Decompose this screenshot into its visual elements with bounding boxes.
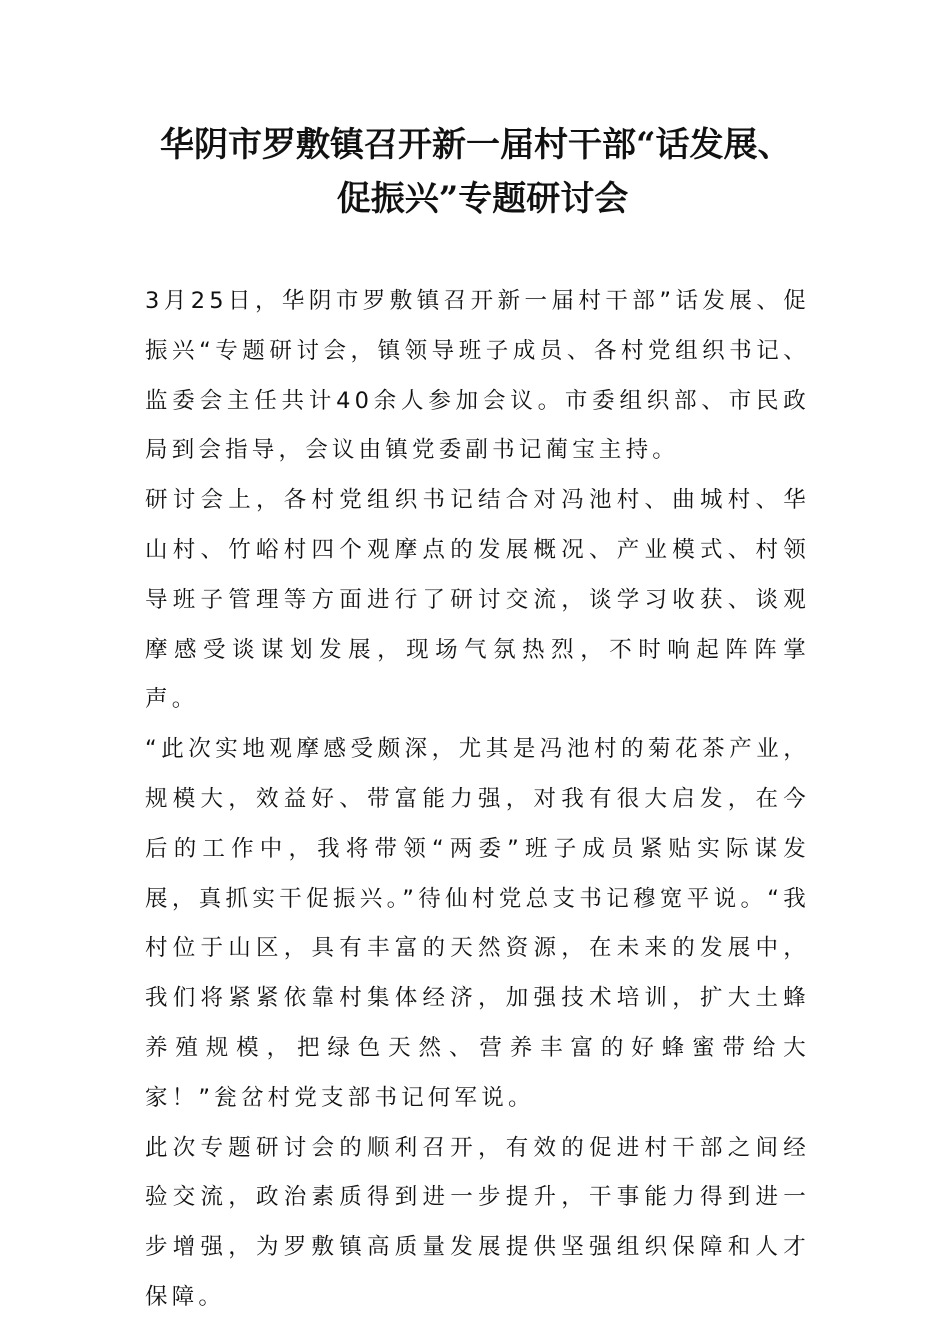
paragraph-4: 此次专题研讨会的顺利召开，有效的促进村干部之间经验交流，政治素质得到进一步提升，干事能力得到进一步增强，为罗敷镇高质量发展提供坚强组织保障和人才保障。	[145, 1134, 810, 1310]
paragraph-1: 3月25日，华阴市罗敷镇召开新一届村干部”话发展、促振兴“专题研讨会，镇领导班子成员、各村党组织书记、监委会主任共计40余人参加会议。市委组织部、市民政局到会指导，会议由镇党委副书记蔺宝主持。	[145, 288, 810, 464]
title-line-2: 促振兴”专题研讨会	[336, 179, 629, 219]
paragraph-3: “此次实地观摩感受颇深，尤其是冯池村的菊花茶产业，规模大，效益好、带富能力强，对我有很大启发，在今后的工作中，我将带领“两委”班子成员紧贴实际谋发展，真抓实干促振兴。”待仙村党总支书记穆宽平说。“我村位于山区，具有丰富的天然资源，在未来的发展中，我们将紧紧依靠村集体经济，加强技术培训，扩大土蜂养殖规模，把绿色天然、营养丰富的好蜂蜜带给大家！”瓮岔村党支部书记何军说。	[145, 736, 810, 1111]
document-body	[145, 277, 810, 1323]
title-line-1: 华阴市罗敷镇召开新一届村干部“话发展、	[160, 125, 792, 165]
paragraph-2: 研讨会上，各村党组织书记结合对冯池村、曲城村、华山村、竹峪村四个观摩点的发展概况、产业模式、村领导班子管理等方面进行了研讨交流，谈学习收获、谈观摩感受谈谋划发展，现场气氛热烈，不时响起阵阵掌声。	[145, 487, 810, 713]
document-title	[100, 118, 870, 226]
